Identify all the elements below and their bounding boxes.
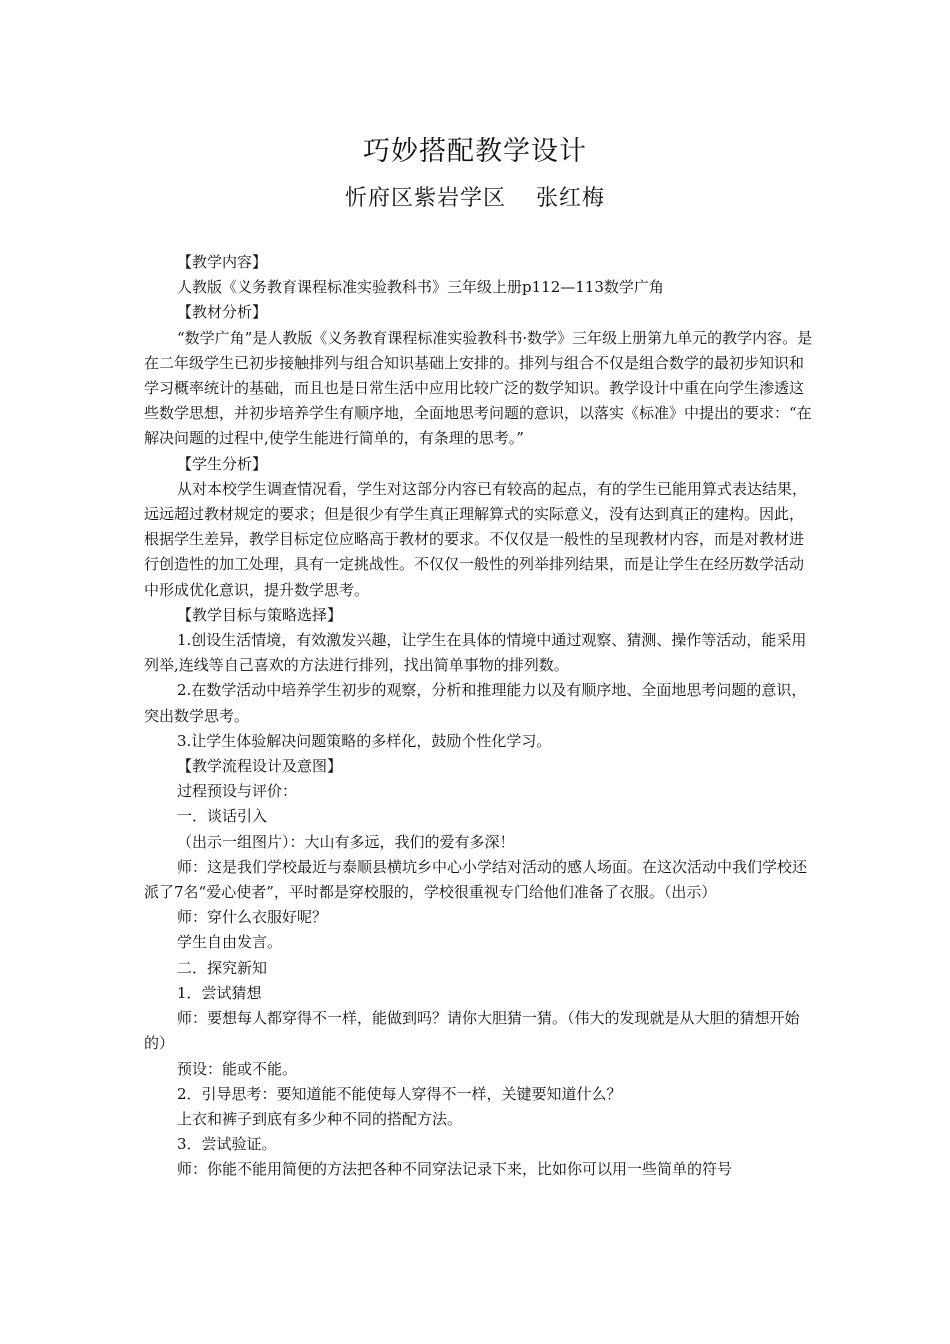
author-district: 忻府区紫岩学区: [344, 186, 506, 211]
section-heading: 【教学流程设计及意图】: [177, 757, 343, 776]
document-title: 巧妙搭配教学设计: [363, 136, 587, 167]
body-paragraph: 师：穿什么衣服好呢？: [177, 908, 328, 927]
body-paragraph: （出示一组图片）：大山有多远，我们的爱有多深！: [177, 832, 515, 851]
body-paragraph: 3.让学生体验解决问题策略的多样化，鼓励个性化学习。: [177, 731, 552, 750]
body-paragraph: 2.在数学活动中培养学生初步的观察，分析和推理能力以及有顺序地、全面地思考问题的意识，突出数学思考。: [144, 681, 807, 725]
section-heading: 【教材分析】: [177, 303, 268, 322]
body-paragraph: 从对本校学生调查情况看，学生对这部分内容已有较高的起点，有的学生已能用算式表达结果，远远超过教材规定的要求；但是很少有学生真正理解算式的实际意义，没有达到真正的建构。因此，根据学生差异，教学目标定位应略高于教材的要求。不仅仅是一般性的呈现教材内容，而是对教材进行创造性的加工处理，具有一定挑战性。不仅仅一般性的列举排列结果，而是让学生在经历数学活动中形成优化意识，提升数学思考。: [144, 479, 808, 599]
body-paragraph: 一．谈话引入: [177, 807, 268, 826]
section-heading: 【教学内容】: [177, 253, 268, 271]
body-paragraph: 师：要想每人都穿得不一样，能做到吗？请你大胆猜一猜。（伟大的发现就是从大胆的猜想开始的）: [144, 1009, 800, 1053]
body-paragraph: 过程预设与评价：: [177, 782, 298, 801]
body-paragraph: 上衣和裤子到底有多少种不同的搭配方法。: [177, 1109, 463, 1128]
section-heading: 【教学目标与策略选择】: [177, 605, 343, 624]
body-paragraph: 学生自由发言。: [177, 933, 283, 952]
document-body: [144, 250, 814, 1183]
body-paragraph: “数学广角”是人教版《义务教育课程标准实验教科书·数学》三年级上册第九单元的教学内容。是在二年级学生已初步接触排列与组合知识基础上安排的。排列与组合不仅是组合数学的最初步知识和学习概率统计的基础，而且也是日常生活中应用比较广泛的数学知识。教学设计中重在向学生渗透这些数学思想，并初步培养学生有顺序地，全面地思考问题的意识，以落实《标准》中提出的要求：“在解决问题的过程中,使学生能进行简单的，有条理的思考。”: [144, 328, 813, 448]
body-paragraph: 1.创设生活情境，有效激发兴趣，让学生在具体的情境中通过观察、猜测、操作等活动，能采用列举,连线等自己喜欢的方法进行排列，找出简单事物的排列数。: [144, 631, 807, 675]
section-heading: 【学生分析】: [177, 454, 268, 473]
body-paragraph: 二．探究新知: [177, 958, 268, 977]
body-paragraph: 1．尝试猜想: [177, 983, 262, 1002]
body-paragraph: 预设：能或不能。: [177, 1059, 298, 1078]
author-name: 张红梅: [536, 186, 606, 211]
body-paragraph: 人教版《义务教育课程标准实验教科书》三年级上册p112—113数学广角: [177, 278, 664, 297]
body-paragraph: 3．尝试验证。: [177, 1135, 277, 1154]
body-paragraph: 2．引导思考：要知道能不能使每人穿得不一样，关键要知道什么？: [177, 1084, 622, 1103]
author-line: [0, 184, 950, 214]
body-paragraph: 师：你能不能用简便的方法把各种不同穿法记录下来，比如你可以用一些简单的符号: [177, 1160, 733, 1179]
body-paragraph: 师：这是我们学校最近与泰顺县横坑乡中心小学结对活动的感人场面。在这次活动中我们学校还派了7名“爱心使者”，平时都是穿校服的，学校很重视专门给他们准备了衣服。（出示）: [144, 857, 808, 902]
